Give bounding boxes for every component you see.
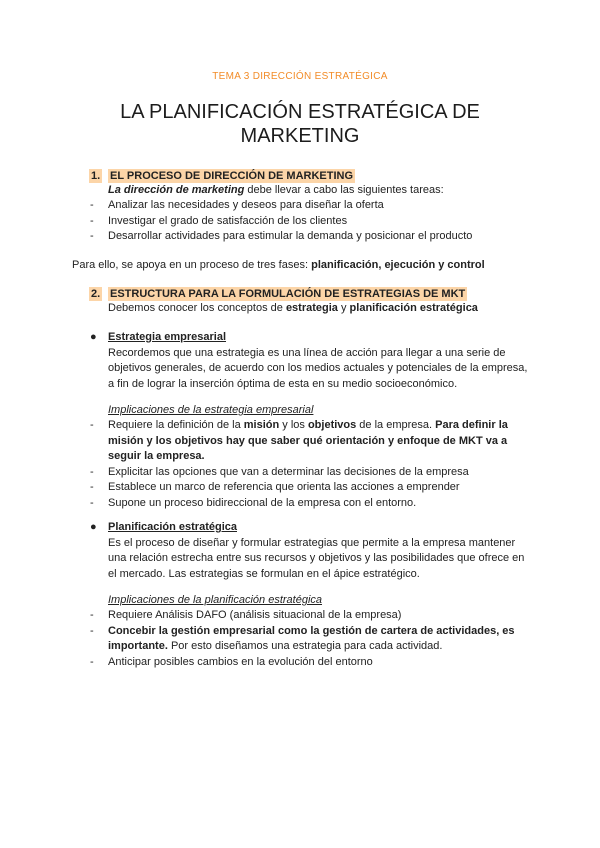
section-2-title: ESTRUCTURA PARA LA FORMULACIÓN DE ESTRATEGIAS DE MKT bbox=[110, 288, 466, 300]
intro-text: y bbox=[337, 302, 350, 314]
impl-empresarial-title bbox=[108, 403, 528, 419]
item-bold-note: Para definir la misión y los objetivos hay que saber qué orientación y enfoque de MKT va a seguir la empresa. bbox=[108, 419, 508, 462]
section-1-intro bbox=[108, 183, 528, 199]
list-item: - Anticipar posibles cambios en la evolución del entorno bbox=[90, 655, 530, 671]
item-mision: misión bbox=[243, 419, 280, 431]
planificacion-estrategica-block bbox=[108, 520, 533, 582]
item-objetivos: objetivos bbox=[307, 419, 357, 431]
item-text: de la empresa. bbox=[356, 419, 436, 431]
list-item: - Establece un marco de referencia que orienta las acciones a emprender bbox=[90, 480, 530, 496]
list-item: - Requiere Análisis DAFO (análisis situacional de la empresa) bbox=[90, 608, 530, 624]
estrategia-empresarial-block bbox=[108, 330, 528, 392]
planificacion-estrategica-title: Planificación estratégica bbox=[108, 521, 237, 533]
section-1-title: EL PROCESO DE DIRECCIÓN DE MARKETING bbox=[110, 170, 354, 182]
section-1-number: 1. bbox=[91, 170, 101, 182]
impl-planificacion-label: Implicaciones de la planificación estratégica bbox=[108, 594, 323, 606]
intro-planning: planificación estratégica bbox=[349, 302, 478, 314]
estrategia-empresarial-desc: Recordemos que una estrategia es una línea de acción para llegar a una serie de objetivos generales, de acuerdo con los medios actuales y potenciales de la empresa, a fin de lograr la inserción óptima de esta en su medio socioeconómico. bbox=[108, 346, 528, 390]
phases-paragraph bbox=[72, 258, 532, 274]
impl-empresarial-label: Implicaciones de la estrategia empresarial bbox=[108, 404, 314, 416]
list-item: - Analizar las necesidades y deseos para diseñar la oferta bbox=[90, 198, 530, 214]
intro-rest: debe llevar a cabo las siguientes tareas: bbox=[244, 184, 444, 196]
section-2-number: 2. bbox=[91, 288, 101, 300]
impl-planificacion-list bbox=[90, 608, 530, 670]
list-item: - Supone un proceso bidireccional de la empresa con el entorno. bbox=[90, 496, 530, 512]
impl-empresarial-list bbox=[90, 418, 530, 511]
item-text: Requiere la definición de la bbox=[108, 419, 244, 431]
subject-header: TEMA 3 DIRECCIÓN ESTRATÉGICA bbox=[212, 71, 388, 82]
list-item: - Explicitar las opciones que van a determinar las decisiones de la empresa bbox=[90, 465, 530, 481]
bullet-marker: ● bbox=[90, 521, 97, 533]
marketing-tasks-list bbox=[90, 198, 530, 245]
phases-bold: planificación, ejecución y control bbox=[311, 259, 485, 271]
item-text: y los bbox=[279, 419, 308, 431]
bullet-marker: ● bbox=[90, 331, 97, 343]
item-bold-note: Concebir la gestión empresarial como la gestión de cartera de actividades, es importante. bbox=[108, 624, 515, 652]
intro-strategy: estrategia bbox=[285, 302, 338, 314]
section-2-intro bbox=[108, 301, 528, 317]
list-item bbox=[90, 418, 530, 465]
page-title: LA PLANIFICACIÓN ESTRATÉGICA DE MARKETING bbox=[120, 101, 480, 147]
list-item bbox=[90, 624, 530, 655]
estrategia-empresarial-title: Estrategia empresarial bbox=[108, 331, 227, 343]
item-text: Por esto diseñamos una estrategia para cada actividad. bbox=[167, 640, 443, 652]
list-item: - Investigar el grado de satisfacción de los clientes bbox=[90, 214, 530, 230]
phases-lead: Para ello, se apoya en un proceso de tres fases: bbox=[72, 259, 312, 271]
impl-planificacion-title bbox=[108, 593, 528, 609]
intro-emphasis: La dirección de marketing bbox=[108, 184, 245, 196]
list-item: - Desarrollar actividades para estimular la demanda y posicionar el producto bbox=[90, 229, 530, 245]
intro-text: Debemos conocer los conceptos de bbox=[108, 302, 286, 314]
planificacion-estrategica-desc: Es el proceso de diseñar y formular estrategias que permite a la empresa mantener una relación estrecha entre sus recursos y objetivos y las posibilidades que ofrece en el mercado. Las estrategias se formulan en el ápice estratégico. bbox=[108, 536, 525, 580]
